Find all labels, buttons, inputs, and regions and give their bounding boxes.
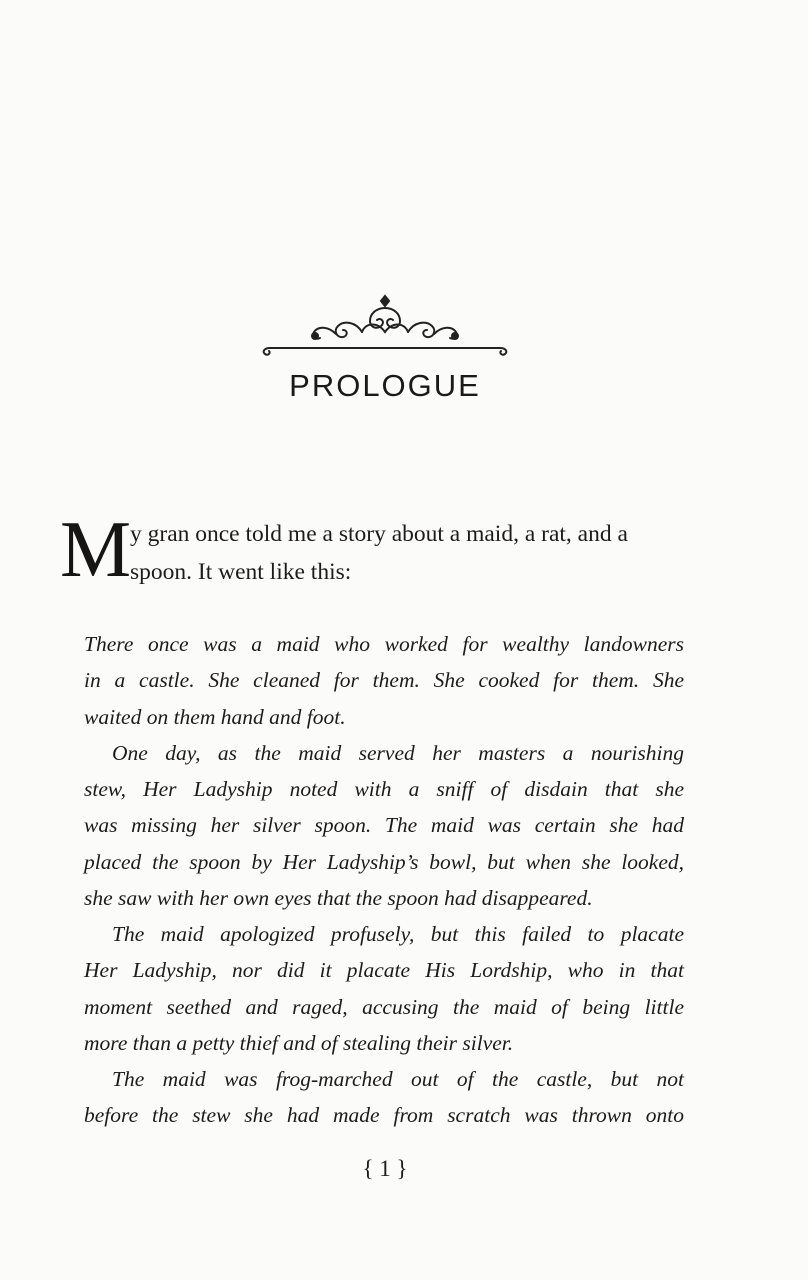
text-line: she saw with her own eyes that the spoon had disappeared. — [84, 885, 593, 910]
text-line: moment seethed and raged, accusing the maid of being little — [84, 994, 684, 1019]
text-line: Her Ladyship, nor did it placate His Lordship, who in that — [84, 958, 684, 983]
text-line: before the stew she had made from scratch was thrown onto — [84, 1103, 684, 1128]
text-line: more than a petty thief and of stealing their silver. — [84, 1030, 514, 1055]
text-line: One day, as the maid served her masters a nourishing — [112, 740, 684, 765]
text-line: stew, Her Ladyship noted with a sniff of disdain that she — [84, 777, 684, 801]
text-line: spoon. It went like this: — [130, 559, 352, 585]
text-line: waited on them hand and foot. — [84, 704, 346, 729]
drop-cap: M — [60, 506, 132, 594]
text-line: placed the spoon by Her Ladyship’s bowl, but when she looked, — [84, 849, 684, 874]
story-text — [84, 626, 684, 1134]
text-line: y gran once told me a story about a maid, a rat, and a — [130, 521, 628, 547]
text-line: The maid apologized profusely, but this failed to placate — [112, 922, 684, 946]
page-number: { 1 } — [362, 1156, 408, 1181]
text-line: The maid was frog-marched out of the castle, but not — [112, 1067, 684, 1091]
text-line: was missing her silver spoon. The maid was certain she had — [84, 813, 684, 838]
text-line: There once was a maid who worked for wealthy landowners — [84, 632, 684, 656]
flourish-ornament-icon — [258, 292, 512, 360]
text-line: in a castle. She cleaned for them. She cooked for them. She — [84, 668, 684, 693]
chapter-title: PROLOGUE — [289, 368, 481, 403]
